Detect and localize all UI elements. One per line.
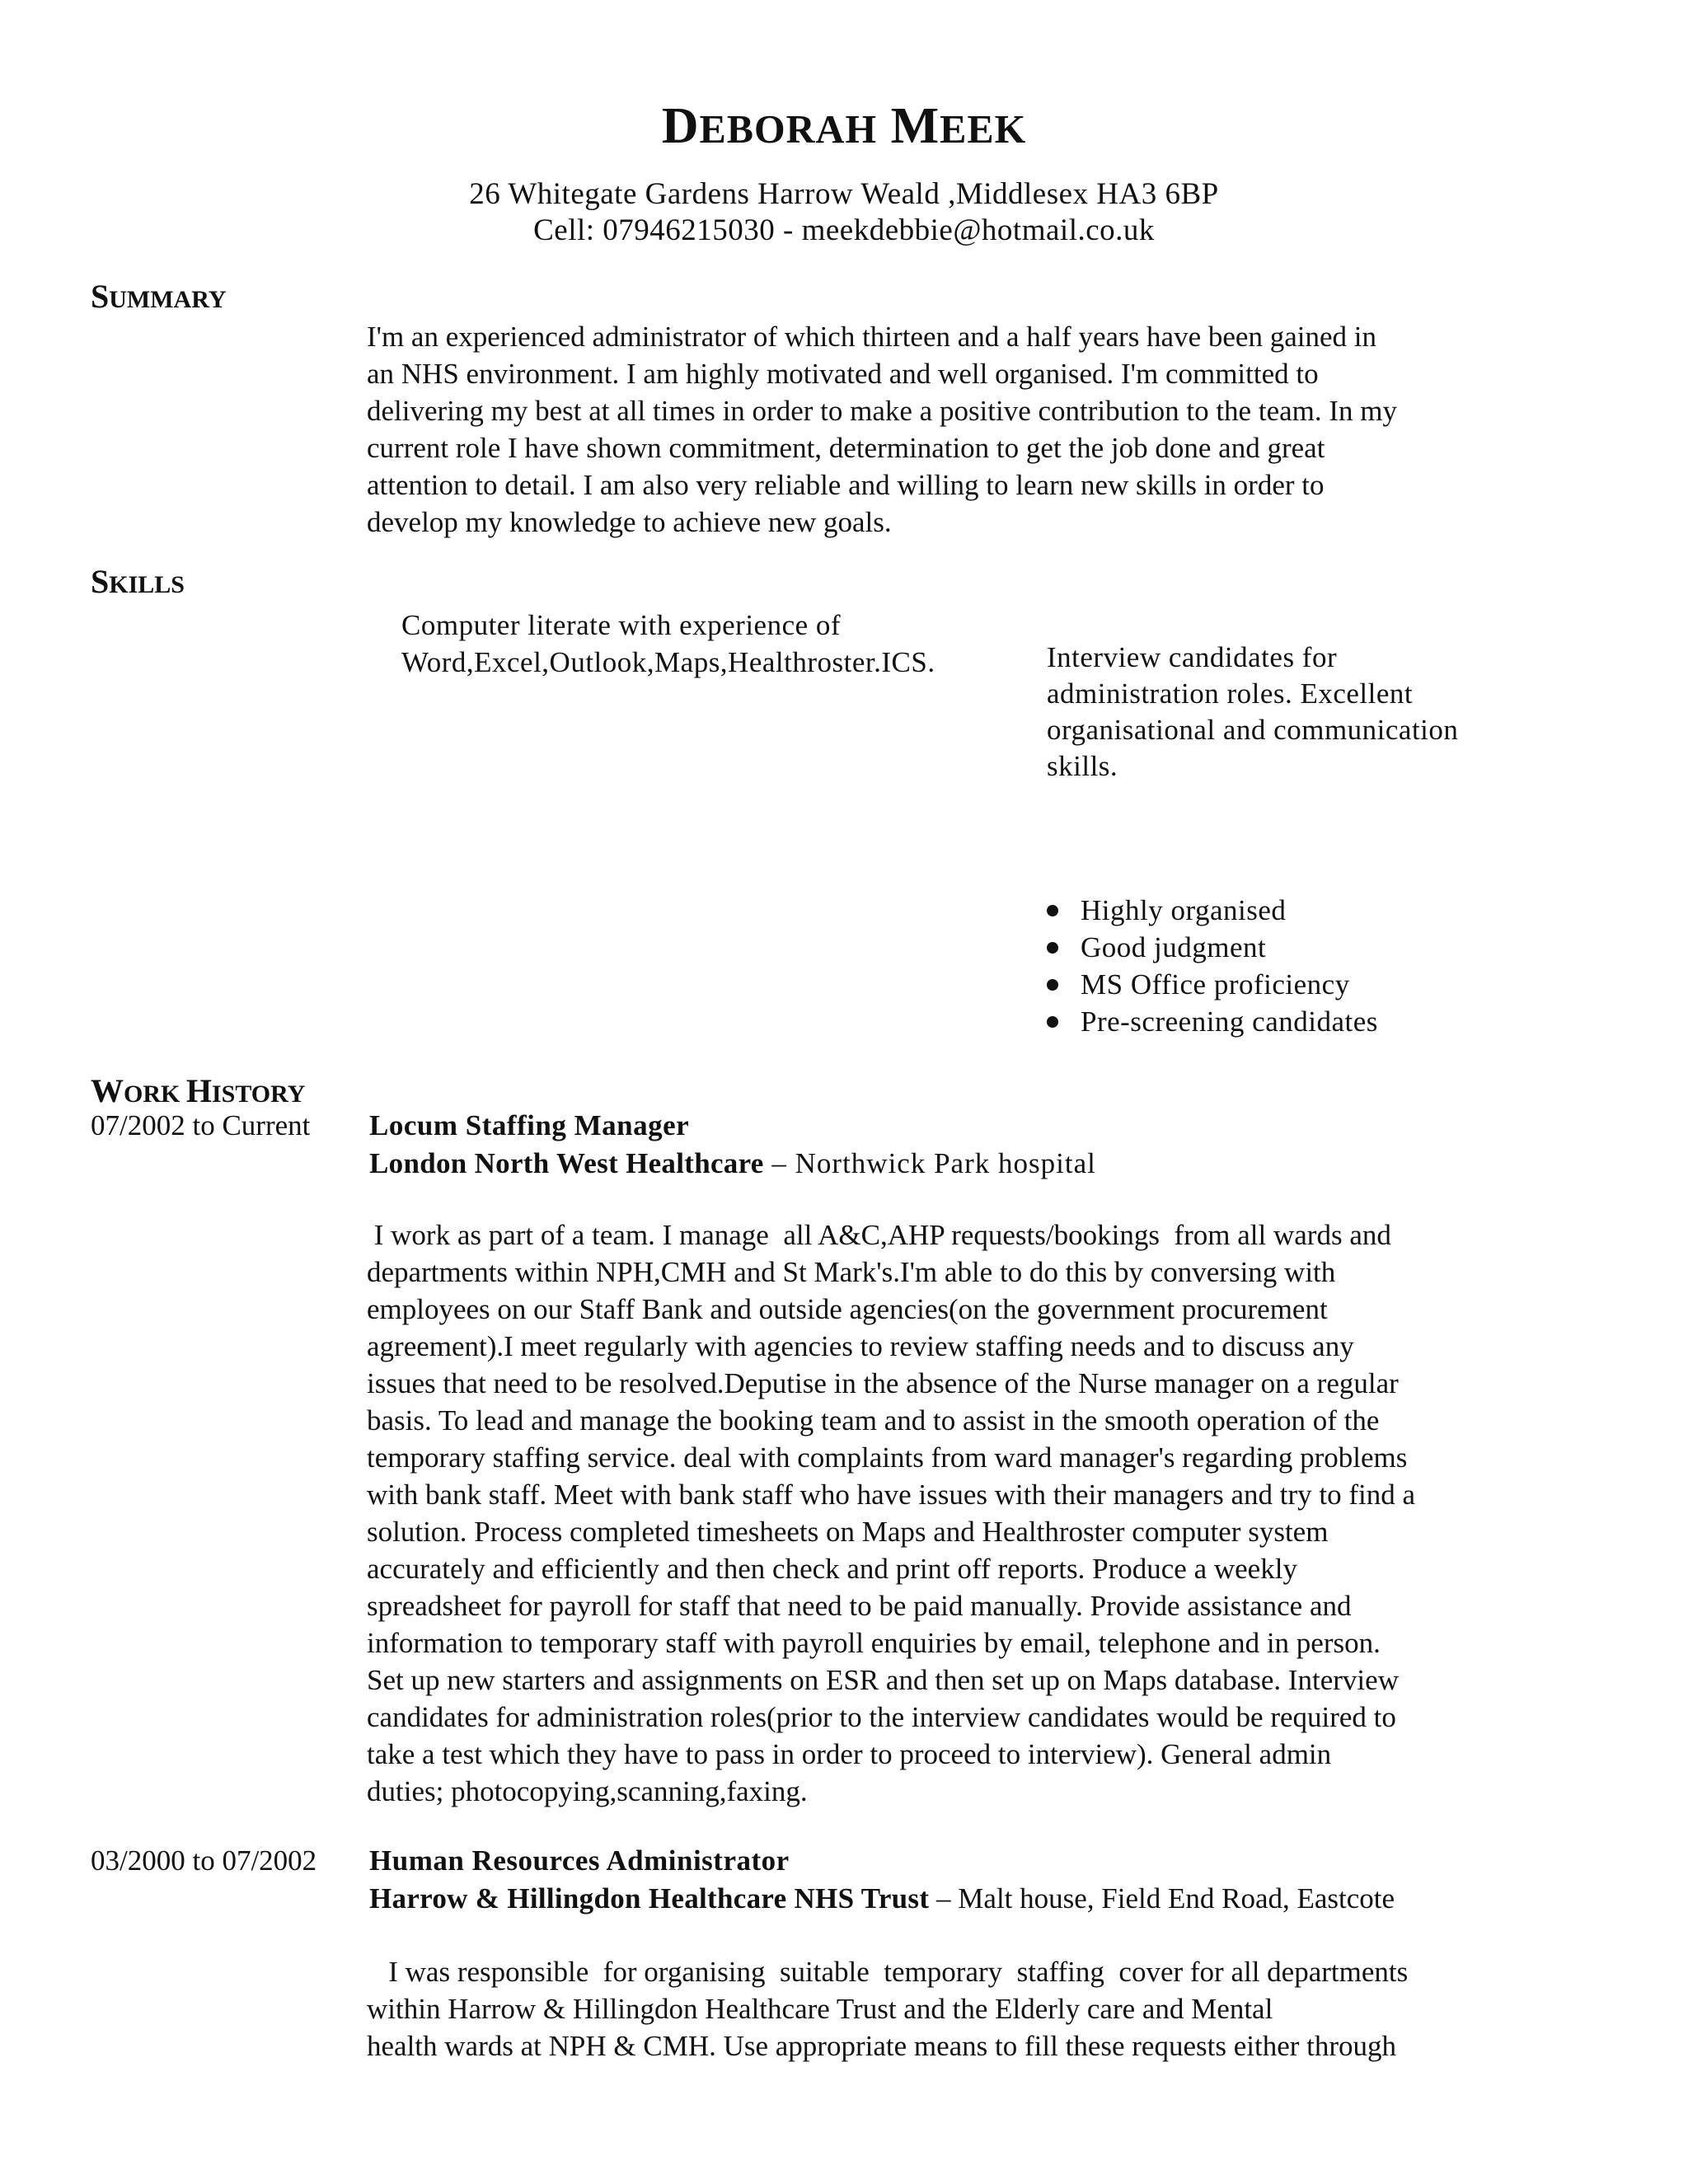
job-dates: 03/2000 to 07/2002 [91,1844,317,1877]
job-dates: 07/2002 to Current [91,1109,311,1141]
job-line: duties; photocopying,scanning,faxing. [367,1775,808,1807]
summary-heading: SUMMARY [91,278,227,315]
summary-line: current role I have shown commitment, determination to get the job done and great [367,432,1325,464]
skills-bullet-list [1043,892,1378,1040]
job-line: agreement).I meet regularly with agencies to review staffing needs and to discuss any [367,1330,1354,1362]
job-line: employees on our Staff Bank and outside agencies(on the government procurement [367,1293,1328,1325]
summary-line: attention to detail. I am also very reliable and willing to learn new skills in order to [367,469,1325,501]
job-employer [369,1882,1395,1915]
job-employer [369,1147,1096,1180]
job-line: information to temporary staff with payroll enquiries by email, telephone and in person. [367,1627,1381,1659]
skills-line: Interview candidates for [1047,641,1338,673]
skill-bullet: Good judgment [1043,929,1378,966]
summary-line: delivering my best at all times in order to make a positive contribution to the team. In my [367,395,1397,427]
job-description [367,1953,1603,2064]
job-line: with bank staff. Meet with bank staff who have issues with their managers and try to find a [367,1479,1416,1511]
job-description [367,1216,1603,1810]
summary-line: develop my knowledge to achieve new goals. [367,506,892,538]
job-line: I work as part of a team. I manage all A&C,AHP requests/bookings from all wards and [367,1219,1391,1251]
job-title: Human Resources Administrator [369,1844,790,1877]
skills-heading: SKILLS [91,563,185,600]
job-line: spreadsheet for payroll for staff that need to be paid manually. Provide assistance and [367,1590,1352,1622]
skill-bullet: Highly organised [1043,892,1378,929]
address-line: 26 Whitegate Gardens Harrow Weald ,Middlesex HA3 6BP [469,177,1219,211]
job-line: take a test which they have to pass in order to proceed to interview). General admin [367,1738,1332,1770]
summary-line: an NHS environment. I am highly motivated and well organised. I'm committed to [367,358,1319,390]
employer-name: Harrow & Hillingdon Healthcare NHS Trust [369,1882,930,1915]
job-line: health wards at NPH & CMH. Use appropriate means to fill these requests either through [367,2030,1397,2062]
job-line: Set up new starters and assignments on ESR and then set up on Maps database. Interview [367,1664,1399,1696]
job-line: issues that need to be resolved.Deputise in the absence of the Nurse manager on a regular [367,1367,1399,1399]
job-line: I was responsible for organising suitable temporary staffing cover for all departments [367,1956,1409,1988]
skill-bullet: Pre-screening candidates [1043,1003,1378,1040]
skills-line: skills. [1047,750,1118,782]
summary-text [367,318,1603,541]
employer-location: – Northwick Park hospital [763,1147,1096,1179]
skill-bullet: MS Office proficiency [1043,966,1378,1003]
skills-line: Word,Excel,Outlook,Maps,Healthroster.ICS. [401,646,935,678]
job-line: temporary staffing service. deal with complaints from ward manager's regarding problems [367,1441,1408,1474]
job-line: solution. Process completed timesheets on Maps and Healthroster computer system [367,1516,1329,1548]
skills-line: Computer literate with experience of [401,609,842,641]
summary-line: I'm an experienced administrator of which thirteen and a half years have been gained in [367,321,1376,353]
contact-line: Cell: 07946215030 - meekdebbie@hotmail.co.uk [533,213,1155,247]
job-line: within Harrow & Hillingdon Healthcare Trust and the Elderly care and Mental [367,1993,1273,2025]
job-line: departments within NPH,CMH and St Mark's.I'm able to do this by conversing with [367,1256,1336,1288]
employer-name: London North West Healthcare [369,1147,764,1179]
employer-location: – Malt house, Field End Road, Eastcote [929,1882,1395,1915]
skills-line: organisational and communication [1047,714,1459,746]
skills-right-column [1047,640,1458,785]
skills-line: administration roles. Excellent [1047,677,1414,710]
job-title: Locum Staffing Manager [369,1109,690,1141]
skills-left-column [401,607,935,681]
work-history-heading: WORK HISTORY [91,1072,306,1109]
job-line: candidates for administration roles(prior to the interview candidates would be required to [367,1701,1396,1733]
candidate-name: DEBORAH MEEK [661,98,1027,154]
job-line: basis. To lead and manage the booking team and to assist in the smooth operation of the [367,1404,1380,1436]
job-line: accurately and efficiently and then check and print off reports. Produce a weekly [367,1553,1297,1585]
